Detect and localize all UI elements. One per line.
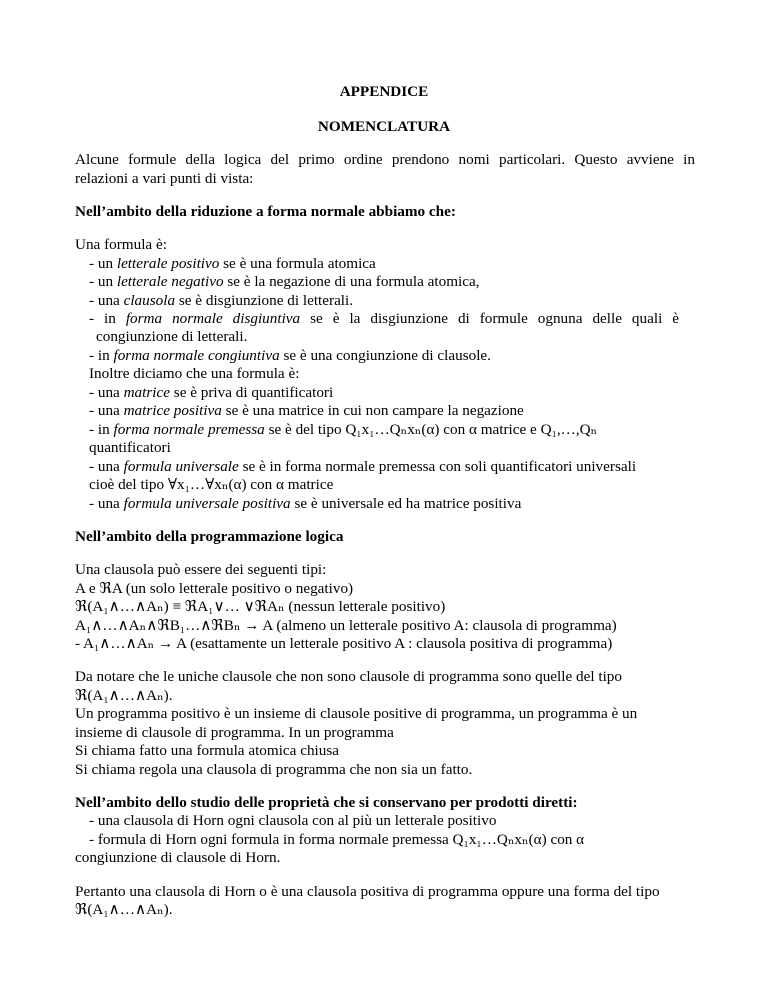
note-line: ℜ(A₁∧…∧Aₙ).: [75, 687, 173, 704]
note-line: Si chiama fatto una formula atomica chiusa: [75, 742, 340, 759]
page-title: APPENDICE: [339, 83, 429, 100]
definition-item: - una clausola se è disgiunzione di letterali.: [89, 292, 354, 309]
page-subtitle: NOMENCLATURA: [317, 118, 451, 135]
definition-item: - una formula universale positiva se è universale ed ha matrice positiva: [89, 495, 522, 512]
definition-item: - un letterale negativo se è la negazione di una formula atomica,: [89, 273, 480, 290]
note-line: Da notare che le uniche clausole che non sono clausole di programma sono quelle del tipo: [75, 668, 622, 685]
definition-item-continuation: cioè del tipo ∀x₁…∀xₙ(α) con α matrice: [89, 476, 334, 493]
definition-item-continuation: quantificatori: [89, 439, 171, 456]
definition-item: - in forma normale disgiuntiva se è la disgiunzione di formule ognuna delle quali è: [89, 310, 679, 327]
definition-item: - una formula universale se è in forma normale premessa con soli quantificatori universali: [89, 458, 637, 475]
note-line: Si chiama regola una clausola di programma che non sia un fatto.: [75, 761, 473, 778]
conclusion-line: ℜ(A₁∧…∧Aₙ).: [75, 901, 173, 918]
horn-definition-line: - formula di Horn ogni formula in forma normale premessa Q₁x₁…Qₙxₙ(α) con α: [89, 831, 585, 848]
definition-item: - una matrice positiva se è una matrice in cui non campare la negazione: [89, 402, 524, 419]
definition-item: - in forma normale premessa se è del tipo Q₁x₁…Qₙxₙ(α) con α matrice e Q₁,…,Qₙ: [89, 421, 598, 438]
intro-line-2: relazioni a vari punti di vista:: [75, 170, 254, 187]
clause-type-line: - A₁∧…∧Aₙ → A (esattamente un letterale positivo A : clausola positiva di programma): [75, 635, 613, 652]
definition-item: - in forma normale congiuntiva se è una congiunzione di clausole.: [89, 347, 491, 364]
definition-item: - un letterale positivo se è una formula atomica: [89, 255, 376, 272]
definition-item: - una matrice se è priva di quantificatori: [89, 384, 334, 401]
clause-type-line: A e ℜA (un solo letterale positivo o negativo): [75, 580, 354, 597]
horn-definition-line: - una clausola di Horn ogni clausola con al più un letterale positivo: [89, 812, 497, 829]
section2-heading: Nell’ambito della programmazione logica: [75, 528, 344, 545]
clause-type-line: ℜ(A₁∧…∧Aₙ) ≡ ℜA₁∨… ∨ℜAₙ (nessun letterale positivo): [75, 598, 446, 615]
section1-lead: Una formula è:: [75, 236, 167, 253]
section1-heading: Nell’ambito della riduzione a forma normale abbiamo che:: [75, 203, 456, 220]
note-line: insieme di clausole di programma. In un programma: [75, 724, 394, 741]
intro-line-1: Alcune formule della logica del primo ordine prendono nomi particolari. Questo avviene in: [75, 151, 695, 168]
horn-definition-line: congiunzione di clausole di Horn.: [75, 849, 281, 866]
clause-type-line: A₁∧…∧Aₙ∧ℜB₁…∧ℜBₙ → A (almeno un letterale positivo A: clausola di programma): [75, 617, 617, 634]
conclusion-line: Pertanto una clausola di Horn o è una clausola positiva di programma oppure una forma del tipo: [75, 883, 660, 900]
section3-heading: Nell’ambito dello studio delle proprietà che si conservano per prodotti diretti:: [75, 794, 578, 811]
definition-item-continuation: congiunzione di letterali.: [96, 328, 248, 345]
clause-type-line: Una clausola può essere dei seguenti tipi:: [75, 561, 327, 578]
note-line: Un programma positivo è un insieme di clausole positive di programma, un programma è un: [75, 705, 638, 722]
section1-lead-2: Inoltre diciamo che una formula è:: [89, 365, 300, 382]
